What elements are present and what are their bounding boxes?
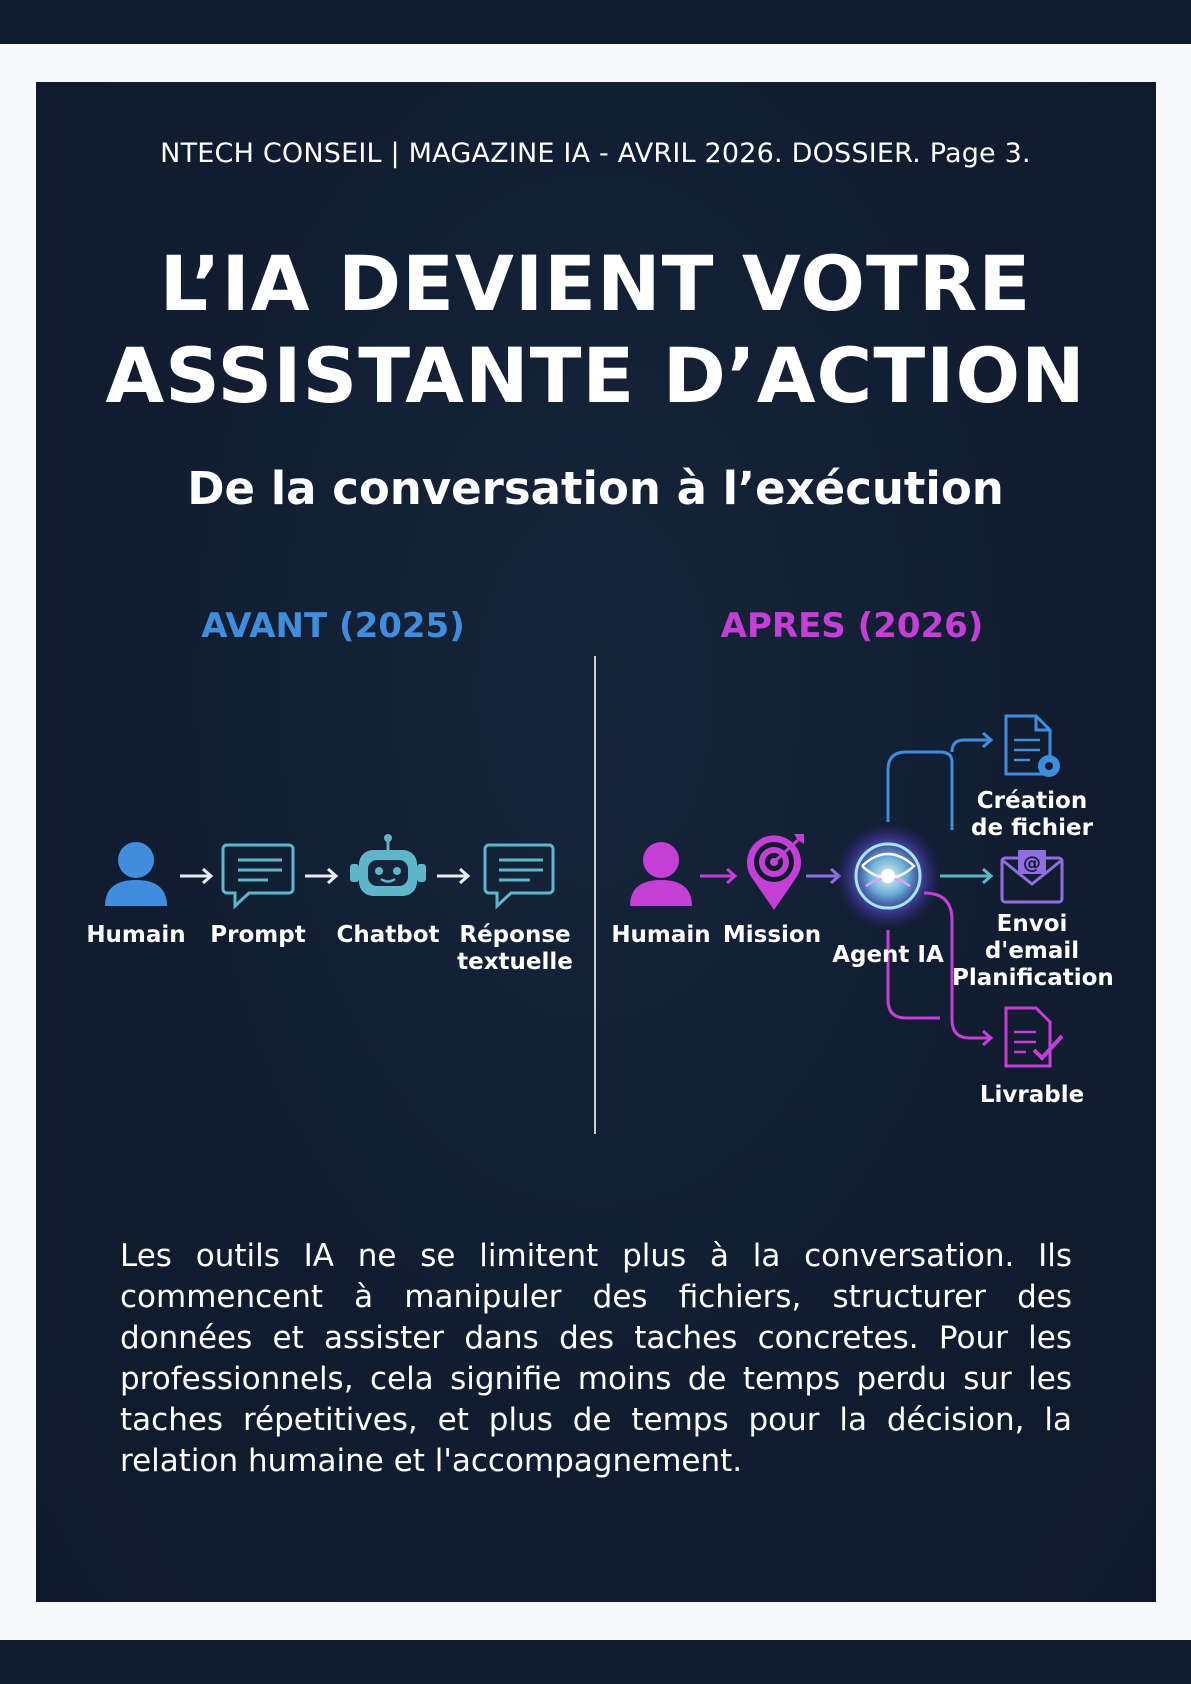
output-label-creation-1: Création [976, 788, 1088, 814]
svg-text:@: @ [1023, 853, 1041, 874]
after-label-agent-ia: Agent IA [832, 942, 944, 968]
after-heading: APRES (2026) [720, 606, 984, 646]
title-line-2: ASSISTANTE D’ACTION [105, 331, 1086, 420]
person-icon [630, 842, 692, 906]
energy-orb-icon [834, 822, 942, 930]
after-label-humain: Humain [611, 922, 711, 948]
output-label-email-3: Planification [952, 965, 1114, 991]
title-line-1: L’IA DEVIENT VOTRE [159, 239, 1032, 328]
before-label-prompt: Prompt [210, 922, 306, 948]
before-heading: AVANT (2025) [201, 606, 465, 646]
subtitle: De la conversation à l’exécution [187, 462, 1004, 515]
before-label-humain: Humain [86, 922, 186, 948]
output-label-creation-2: de fichier [971, 815, 1093, 841]
before-label-chatbot: Chatbot [336, 922, 440, 948]
body-paragraph: Les outils IA ne se limitent plus à la conversation. Ils commencent à manipuler des fichiers, structurer des données et assister dans des taches concretes. Pour les professionnels, cela signifie moins de temps perdu sur les taches répetitives, et plus de temps pour la décision, la relation humaine et l'accompagnement. [120, 1238, 1072, 1479]
output-label-livrable: Livrable [979, 1082, 1085, 1108]
output-label-email-1: Envoi [996, 911, 1068, 937]
arrow-icon [700, 869, 735, 883]
email-icon [1002, 850, 1062, 902]
file-gear-icon [1006, 716, 1060, 777]
before-label-reponse-2: textuelle [457, 949, 573, 975]
before-label-reponse-1: Réponse [459, 922, 571, 948]
output-label-email-2: d'email [984, 938, 1080, 964]
page-header: NTECH CONSEIL | MAGAZINE IA - AVRIL 2026. DOSSIER. Page 3. [160, 138, 1031, 169]
branch-arrow-email [940, 869, 991, 883]
target-pin-icon [747, 834, 804, 910]
document-check-icon [1006, 1008, 1062, 1066]
after-label-mission: Mission [722, 922, 822, 948]
